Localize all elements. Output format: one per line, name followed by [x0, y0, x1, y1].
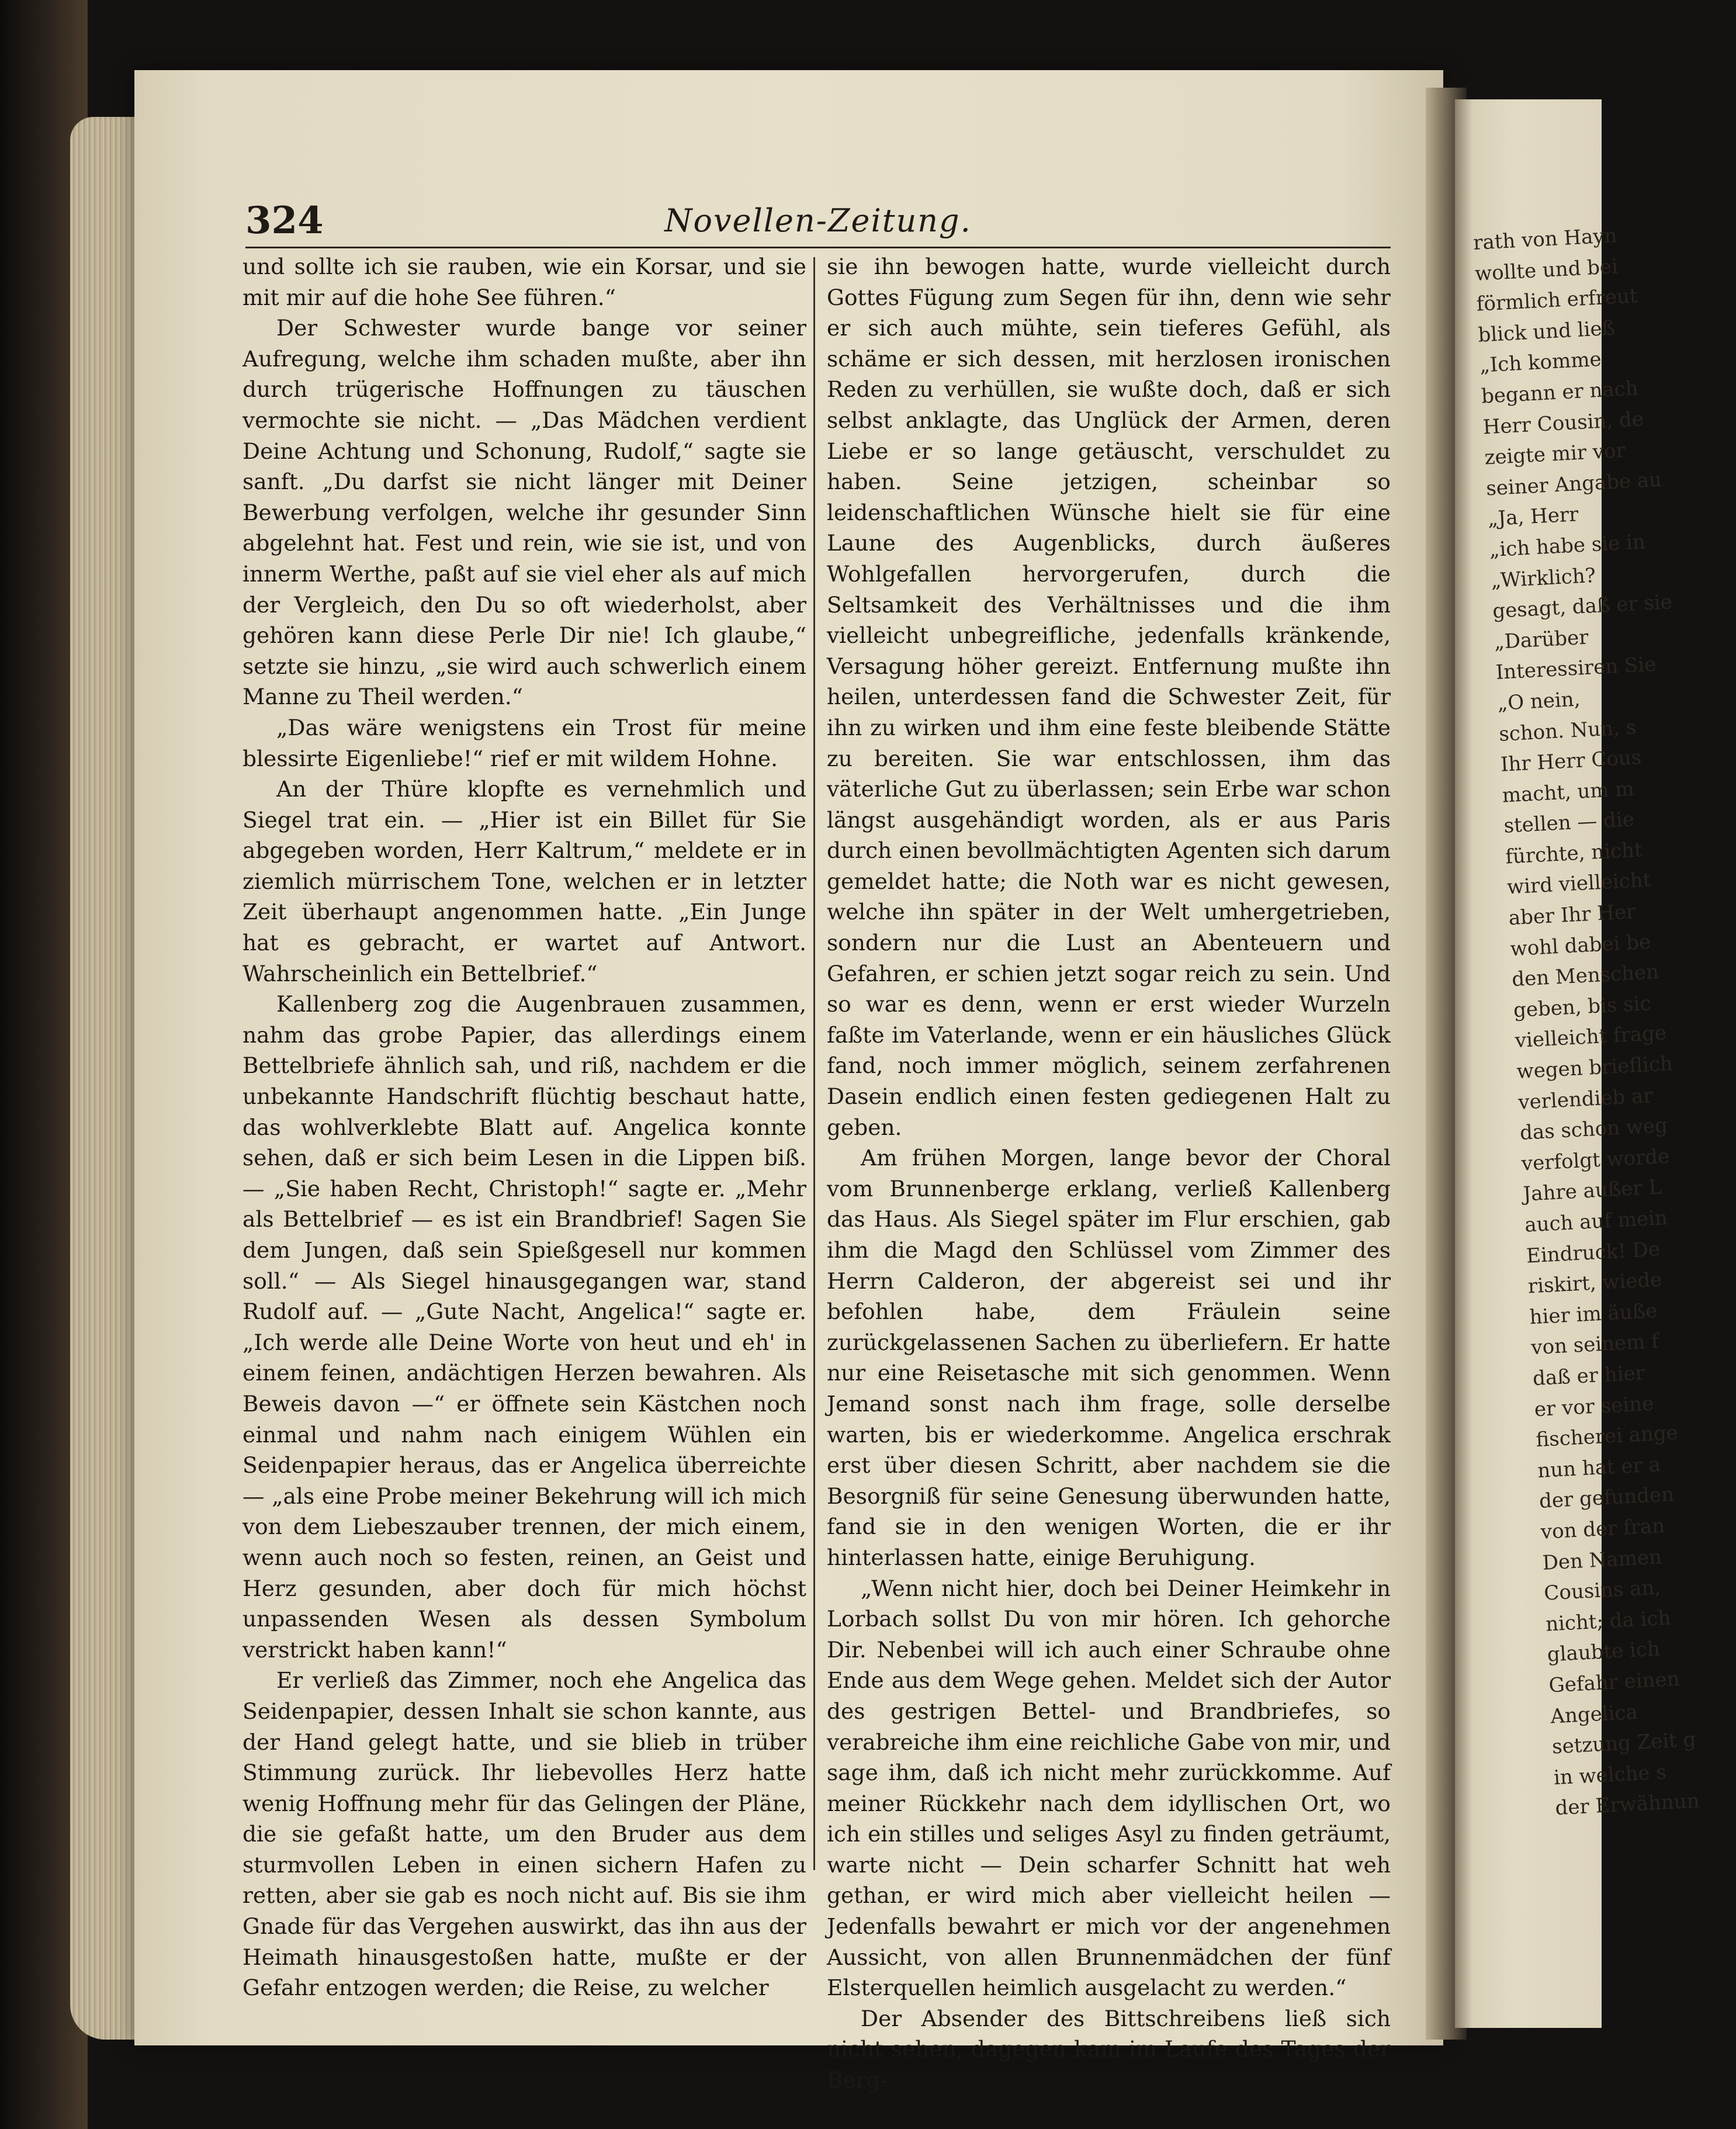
- paragraph: sie ihn bewogen hatte, wurde vielleicht durch Gottes Fügung zum Segen für ihn, denn wie sehr er sich auch mühte, sein tieferes Gefühl, als schäme er sich dessen, mit herzlosen ironischen Reden zu verhüllen, sie wußte doch, daß er sich selbst anklagte, das Unglück der Armen, deren Liebe er so lange getäuscht, verschuldet zu haben. Seine jetzigen, scheinbar so leidenschaftlichen Wünsche hielt sie für eine Laune des Augenblicks, durch äußeres Wohlgefallen hervorgerufen, durch die Seltsamkeit des Verhältnisses und die ihm vielleicht unbegreifliche, jedenfalls kränkende, Versagung höher gereizt. Entfernung mußte ihn heilen, unterdessen fand die Schwester Zeit, für ihn zu wirken und ihm eine feste bleibende Stätte zu bereiten. Sie war entschlossen, ihm das väterliche Gut zu überlassen; sein Erbe war schon längst ausgehändigt worden, als er aus Paris durch einen bevollmächtigten Agenten sich darum gemeldet hatte; die Noth war es nicht gewesen, welche ihn später in der Welt umhergetrieben, sondern nur die Lust an Abenteuern und Gefahren, er schien jetzt sogar reich zu sein. Und so war es denn, wenn er erst wieder Wurzeln faßte im Vaterlande, wenn er ein häusliches Glück fand, noch immer möglich, seinem zerfahrenen Dasein endlich einen festen gediegenen Halt zu geben.: [827, 254, 1391, 1140]
- facing-page-line: von seinem f: [1530, 1330, 1659, 1360]
- facing-page-line: Den Namen: [1541, 1545, 1662, 1575]
- facing-page-line: glaubte ich: [1546, 1637, 1661, 1667]
- facing-page-line: Angelica: [1550, 1700, 1638, 1728]
- page-number: 324: [245, 199, 324, 243]
- column-divider: [813, 257, 815, 1870]
- facing-page-line: nicht; da ich: [1545, 1606, 1672, 1636]
- facing-page-line: Jahre außer L: [1522, 1175, 1663, 1207]
- facing-page-line: Cousins an,: [1543, 1576, 1662, 1605]
- facing-page-line: blick und ließ: [1477, 316, 1616, 347]
- facing-page-line: gesagt, daß er sie: [1492, 590, 1673, 624]
- facing-page-line: wegen brieflich: [1516, 1052, 1673, 1084]
- facing-page-line: Ihr Herr Cous: [1500, 746, 1643, 777]
- facing-page-line: macht, um m: [1501, 777, 1635, 808]
- text-column-left: [242, 251, 806, 2001]
- paragraph: Am frühen Morgen, lange bevor der Choral vom Brunnenberge erklang, verließ Kallenberg das Haus. Als Siegel später im Flur erschien, gab ihm die Magd den Schlüssel vom Zimmer des Herrn Calderon, der abgereist sei und ihr befohlen habe, dem Fräulein seine zurückgelassenen Sachen zu überliefern. Er hatte nur eine Reisetasche mit sich genommen. Wenn Jemand sonst nach ihm frage, solle derselbe warten, bis er wiederkomme. Angelica erschrak erst über diesen Schritt, aber nachdem sie die Besorgniß für seine Genesung überwunden hatte, fand sie in den wenigen Worten, die er ihr hinterlassen hatte, einige Beruhigung.: [827, 1145, 1391, 1570]
- facing-page-line: riskirt, wiede: [1527, 1268, 1663, 1299]
- facing-page-line: aber Ihr Her: [1508, 900, 1637, 930]
- facing-page-line: wollte und bei: [1474, 254, 1619, 286]
- paragraph: „Wenn nicht hier, doch bei Deiner Heimkehr in Lorbach sollst Du von mir hören. Ich gehorche Dir. Nebenbei will ich auch einer Schraube ohne Ende aus dem Wege gehen. Meldet sich der Autor des gestrigen Bettel- und Brandbriefes, so verabreiche ihm eine reichliche Gabe von mir, und sage ihm, daß ich nicht mehr zurückkomme. Auf meiner Rückkehr nach dem idyllischen Ort, wo ich ein stilles und seliges Asyl zu finden geträumt, warte nicht — Dein scharfer Schnitt hat weh gethan, er wird mich aber vielleicht heilen — Jedenfalls bewahrt er mich vor der angenehmen Aussicht, von allen Brunnenmädchen der fünf Elsterquellen heimlich ausgelacht zu werden.“: [827, 1575, 1391, 2001]
- paragraph: Der Absender des Bittschreibens ließ sich nicht sehen, dagegen kam im Laufe des Tages der Berg-: [827, 2005, 1391, 2093]
- facing-page-line: fischerei ange: [1535, 1421, 1679, 1452]
- header-rule: [245, 247, 1391, 248]
- facing-page-line: Gefahr einen: [1548, 1667, 1680, 1698]
- facing-page-line: vielleicht frage: [1514, 1021, 1667, 1053]
- facing-page-line: der gefunden: [1539, 1483, 1675, 1514]
- facing-page-line: von der fran: [1540, 1514, 1666, 1544]
- facing-page-line: wohl dabei be: [1509, 930, 1652, 961]
- facing-page-line: Herr Cousin, de: [1482, 407, 1644, 439]
- facing-page-line: das schon weg: [1519, 1113, 1668, 1145]
- facing-page-line: verlendieb ar: [1517, 1083, 1654, 1114]
- page-header-title: Novellen-Zeitung.: [664, 202, 972, 239]
- facing-page-fragment: [1455, 99, 1700, 2028]
- facing-page-line: Eindruck! De: [1526, 1237, 1661, 1268]
- facing-page-line: er vor seine: [1533, 1391, 1655, 1421]
- facing-page-line: „Darüber: [1494, 625, 1589, 654]
- facing-page-line: daß er hier: [1532, 1361, 1645, 1391]
- facing-page-line: rath von Hayn: [1472, 224, 1618, 255]
- paragraph: An der Thüre klopfte es vernehmlich und Siegel trat ein. — „Hier ist ein Billet für Sie abgegeben worden, Herr Kaltrum,“ meldete er in ziemlich mürrischem Tone, welchen er in letzter Zeit überhaupt angenommen hatte. „Ein Junge hat es gebracht, er wartet auf Antwort. Wahrscheinlich ein Bettelbrief.“: [242, 776, 806, 986]
- facing-page-line: nun hat er a: [1537, 1452, 1661, 1483]
- facing-page-line: „Ich komme: [1479, 348, 1602, 378]
- facing-page-line: stellen — die: [1503, 808, 1635, 838]
- paragraph: und sollte ich sie rauben, wie ein Korsar, und sie mit mir auf die hohe See führen.“: [242, 254, 806, 310]
- facing-page-line: den Menschen: [1511, 960, 1659, 992]
- paragraph: Er verließ das Zimmer, noch ehe Angelica das Seidenpapier, dessen Inhalt sie schon kannte, aus der Hand gelegt hatte, und sie blieb in trüber Stimmung zurück. Ihr liebevolles Herz hatte wenig Hoffnung mehr für das Gelingen der Pläne, die sie gefaßt hatte, um den Bruder aus dem sturmvollen Leben in einen sichern Hafen zu retten, aber sie gab es noch nicht auf. Bis sie ihm Gnade für das Vergehen auswirkt, das ihn aus der Heimath hinausgestoßen hatte, mußte er der Gefahr entzogen werden; die Reise, zu welcher: [242, 1667, 806, 2001]
- facing-page-line: begann er nach: [1481, 376, 1639, 409]
- facing-page-line: „O nein,: [1496, 687, 1581, 715]
- facing-page-line: „ich habe sie in: [1488, 530, 1646, 562]
- facing-page-line: „Ja, Herr: [1487, 503, 1579, 531]
- facing-page-line: wird vielleicht: [1506, 868, 1652, 899]
- facing-page-line: seiner Angabe au: [1485, 468, 1662, 501]
- facing-page-line: setzung Zeit g: [1551, 1728, 1697, 1759]
- facing-page-text: [1472, 219, 1720, 1824]
- facing-page-line: verfolgt worde: [1520, 1144, 1671, 1176]
- facing-page-line: zeigte mir vor: [1484, 439, 1626, 470]
- facing-page-line: geben, bis sic: [1513, 991, 1652, 1022]
- text-column-right: [827, 251, 1391, 2093]
- facing-page-line: der Erwähnun: [1554, 1789, 1700, 1820]
- facing-page-line: Interessiren Sie: [1495, 652, 1657, 685]
- facing-page-line: förmlich erfreut: [1475, 284, 1638, 316]
- facing-page-line: schon. Nun, s: [1498, 715, 1637, 746]
- facing-page-line: auch auf mein: [1524, 1206, 1668, 1237]
- paragraph: Der Schwester wurde bange vor seiner Aufregung, welche ihm schaden mußte, aber ihn durch trügerische Hoffnungen zu täuschen vermochte sie nicht. — „Das Mädchen verdient Deine Achtung und Schonung, Rudolf,“ sagte sie sanft. „Du darfst sie nicht länger mit Deiner Bewerbung verfolgen, welche ihr gesunder Sinn abgelehnt hat. Fest und rein, wie sie ist, und von innerm Werthe, paßt auf sie viel eher als auf mich der Vergleich, den Du so oft wiederholst, aber gehören kann diese Perle Dir nie! Ich glaube,“ setzte sie hinzu, „sie wird auch schwerlich einem Manne zu Theil werden.“: [242, 315, 806, 710]
- facing-page-line: hier im äuße: [1529, 1299, 1658, 1330]
- running-header: [245, 199, 1391, 251]
- facing-page-line: „Wirklich?: [1490, 563, 1596, 593]
- paragraph: Kallenberg zog die Augenbrauen zusammen, nahm das grobe Papier, das allerdings einem Bettelbriefe ähnlich sah, und riß, nachdem er die unbekannte Handschrift flüchtig beschaut hatte, das wohlverklebte Blatt auf. Angelica konnte sehen, daß er sich beim Lesen in die Lippen biß. — „Sie haben Recht, Christoph!“ sagte er. „Mehr als Bettelbrief — es ist ein Brandbrief! Sagen Sie dem Jungen, daß sein Spießgesell nur kommen soll.“ — Als Siegel hinausgegangen war, stand Rudolf auf. — „Gute Nacht, Angelica!“ sagte er. „Ich werde alle Deine Worte von heut und eh' in einem feinen, andächtigen Herzen bewahren. Als Beweis davon —“ er öffnete sein Kästchen noch einmal und nahm nach einigem Wühlen ein Seidenpapier heraus, das er Angelica überreichte — „als eine Probe meiner Bekehrung will ich mich von dem Liebeszauber trennen, der mich einem, wenn auch noch so festen, reinen, an Geist und Herz gesunden, aber doch für mich höchst unpassenden Wesen als dessen Symbolum verstrickt haben kann!“: [242, 991, 806, 1663]
- facing-page-line: in welche s: [1553, 1760, 1667, 1790]
- paragraph: „Das wäre wenigstens ein Trost für meine blessirte Eigenliebe!“ rief er mit wildem Hohne.: [242, 714, 806, 771]
- facing-page-line: fürchte, nicht: [1505, 838, 1643, 869]
